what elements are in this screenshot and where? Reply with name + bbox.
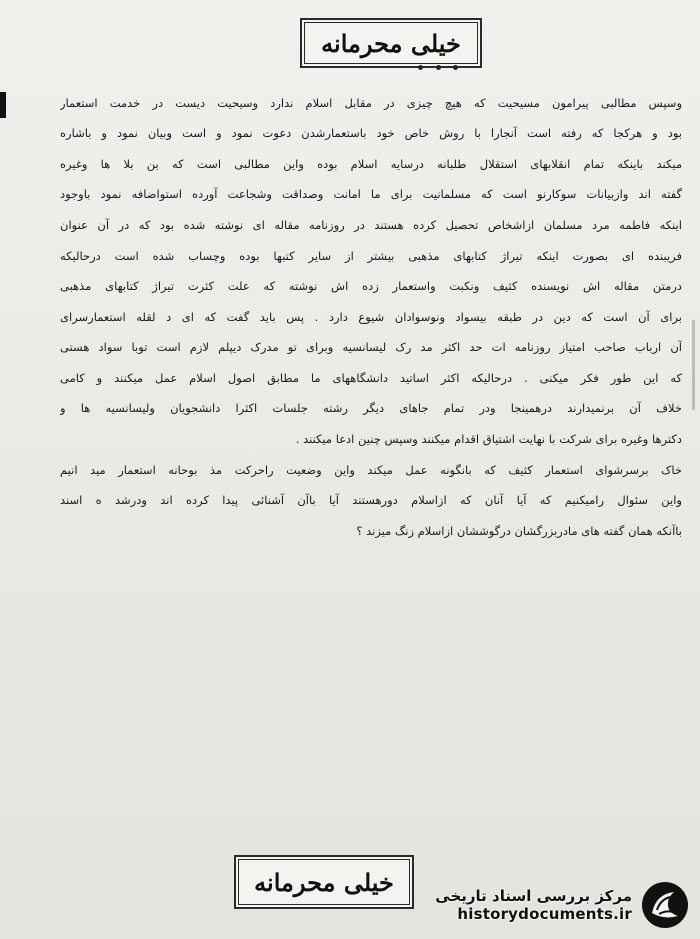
body-line: برای آن است که دین در طبقه بیسواد ونوسوادان شیوع دارد . پس باید گفت که ای د لقله استعمارسرای [60,309,682,324]
body-line: دکترها وغیره برای شرکت با نهایت اشتیاق اقدام میکنند وسپس چنین ادعا میکنند . [295,432,682,447]
confidential-stamp-bottom [234,855,414,909]
watermark-url: historydocuments.ir [457,905,632,923]
body-line: که این طور فکر میکنی . درحالیکه اکثر اساتید دانشگاههای ما مطابق اصول اسلام عمل میکنند و کامی [60,370,682,385]
confidential-stamp-top-text: خیلی محرمانه [321,28,461,58]
body-line: باآنکه همان گفته های مادربزرگشان درگوششان ازاسلام زنگ میزند ؟ [356,523,682,538]
body-line: واین سئوال رامیکنیم که آیا آنان که ازاسلام دورهستند آیا باآن آشنائی پیدا کرده اند ودرشد ه اسند [60,493,682,508]
watermark-name: مرکز بررسی اسناد تاریخی [435,887,632,905]
body-line: وسپس مطالبی پیرامون مسیحیت که هیچ چیزی در مقابل اسلام ندارد وسیحیت دیست در خدمت استعمار [60,95,682,110]
body-line: گفته اند وازبیانات سوکارنو است که مسلمانیت برای ما امانت وصداقت وشجاعت آورده استواضافه نمود باوجود [60,187,682,202]
confidential-stamp-bottom-text: خیلی محرمانه [254,867,394,897]
document-body [60,88,682,547]
watermark-text [435,887,632,923]
body-line: فریبنده ای بصورت اینکه تیراژ کتابهای مذهبی بیشتر از سایر کتبها بوده وچساب شده است درحالیکه [60,248,682,263]
stamp-dots [418,64,458,70]
body-line: خاک برسرشوای استعمار کثیف که بانگونه عمل میکند واین وضعیت راحرکت مذ بوحانه استعمار مید انیم [60,462,682,477]
body-line: درمتن مقاله اش نویسنده کثیف ونکبت واستعمار زده اش نوشته که علت کثرت تیراژ کتابهای مذهبی [60,279,682,294]
body-line: میکند باینکه تمام انقلابهای استقلال طلبانه درسایه اسلام بوده واین مطالبی است که بن بلا ها وغیره [60,156,682,171]
body-line: بود و هرکجا که رفته است آنجارا با روش خاص خود باستعمارشدن دعوت نمود و است وبیان نمود و باشاره [60,126,682,141]
watermark [420,876,690,934]
confidential-stamp-top [300,18,482,68]
body-line: اینکه فاطمه مرد مسلمان ازاشخاص تحصیل کرده هستند در روزنامه مقاله ای نوشته شده بود که در آن عنوان [60,217,682,232]
body-line: آن ارباب صاحب امتیاز روزنامه ات حد اکثر مد رک لیسانسیه وبرای تو مدرک دیپلم لازم است توبا سواد هستی [60,340,682,355]
archive-logo-icon [640,880,690,930]
body-line: خلاف آن برنمیدارند درهمینجا ودر تمام جاهای دیگر رشته جلسات اکثرا دانشجویان ولیسانسیه ها و [60,401,682,416]
